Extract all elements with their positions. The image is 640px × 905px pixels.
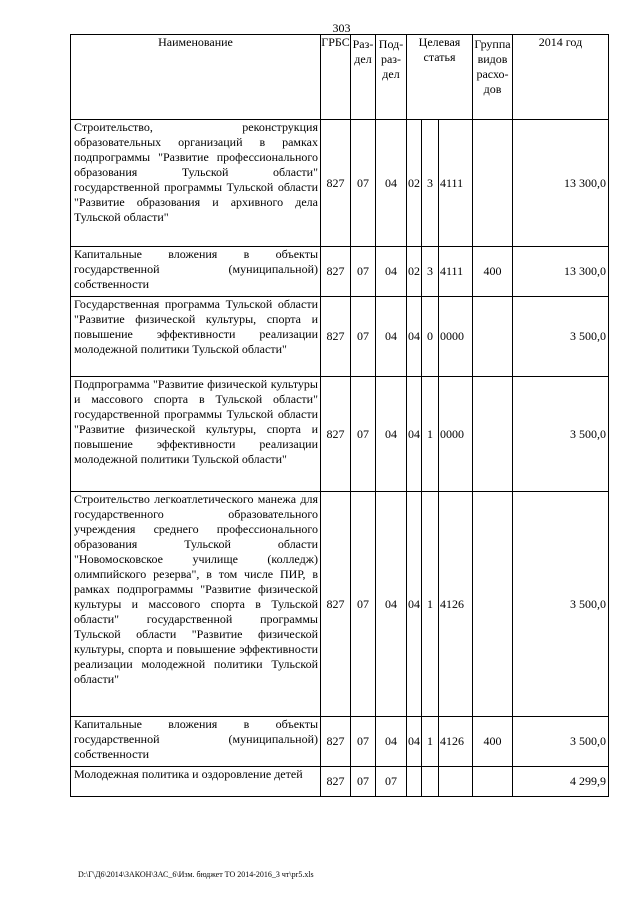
row-razdel: 07 — [351, 492, 376, 717]
row-target-direction: 0000 — [439, 377, 473, 492]
row-target-direction — [439, 767, 473, 797]
header-grbs: ГРБС — [321, 35, 351, 120]
header-name: Наименование — [71, 35, 321, 120]
row-podrazdel: 07 — [376, 767, 407, 797]
row-name: Капитальные вложения в объекты государственной (муниципальной) собственности — [71, 717, 321, 767]
table-row — [71, 717, 609, 767]
row-grbs: 827 — [321, 120, 351, 247]
row-amount: 3 500,0 — [513, 377, 609, 492]
row-target-program: 04 — [407, 377, 422, 492]
row-name: Государственная программа Тульской области "Развитие физической культуры, спорта и повышение эффективности реализации молодежной политики Тульской области" — [71, 297, 321, 377]
row-podrazdel: 04 — [376, 377, 407, 492]
row-target-direction: 4126 — [439, 717, 473, 767]
row-razdel: 07 — [351, 297, 376, 377]
footer-file-path: D:\Г\Д6\2014\ЗАКОН\ЗАС_6\Изм. бюджет ТО 2014-2016_3 чт\pr5.xls — [78, 870, 314, 879]
row-amount: 3 500,0 — [513, 717, 609, 767]
table-row — [71, 120, 609, 247]
budget-table — [70, 34, 609, 797]
row-target-program — [407, 767, 422, 797]
row-grbs: 827 — [321, 377, 351, 492]
row-target-subprogram: 1 — [422, 377, 439, 492]
table-row — [71, 767, 609, 797]
row-grbs: 827 — [321, 717, 351, 767]
row-target-direction: 0000 — [439, 297, 473, 377]
row-target-direction: 4126 — [439, 492, 473, 717]
table-row — [71, 492, 609, 717]
row-expense-group — [473, 767, 513, 797]
row-podrazdel: 04 — [376, 297, 407, 377]
row-grbs: 827 — [321, 492, 351, 717]
header-target-article: Целевая статья — [407, 35, 473, 120]
row-target-direction: 4111 — [439, 120, 473, 247]
row-target-subprogram: 1 — [422, 717, 439, 767]
row-amount: 13 300,0 — [513, 120, 609, 247]
row-name: Капитальные вложения в объекты государственной (муниципальной) собственности — [71, 247, 321, 297]
row-razdel: 07 — [351, 717, 376, 767]
row-name: Молодежная политика и оздоровление детей — [71, 767, 321, 797]
header-expense-group: Группа видов расхо-дов — [473, 35, 513, 120]
row-razdel: 07 — [351, 247, 376, 297]
header-razdel: Раз-дел — [351, 35, 376, 120]
header-podrazdel: Под-раз-дел — [376, 35, 407, 120]
row-expense-group — [473, 377, 513, 492]
row-target-program: 02 — [407, 120, 422, 247]
row-target-subprogram — [422, 767, 439, 797]
row-expense-group — [473, 297, 513, 377]
row-name: Строительство, реконструкция образовательных организаций в рамках подпрограммы "Развитие профессионального образования Тульской области" государственной программы Тульской области "Развитие образования и архивного дела Тульской области" — [71, 120, 321, 247]
row-razdel: 07 — [351, 377, 376, 492]
row-podrazdel: 04 — [376, 492, 407, 717]
row-expense-group — [473, 492, 513, 717]
row-target-subprogram: 3 — [422, 120, 439, 247]
row-name: Подпрограмма "Развитие физической культуры и массового спорта в Тульской области" государственной программы Тульской области "Развитие физической культуры, спорта и повышение эффективности реализации молодежной политики Тульской области" — [71, 377, 321, 492]
row-target-subprogram: 0 — [422, 297, 439, 377]
row-target-program: 04 — [407, 717, 422, 767]
row-target-subprogram: 1 — [422, 492, 439, 717]
row-podrazdel: 04 — [376, 717, 407, 767]
row-amount: 3 500,0 — [513, 492, 609, 717]
header-year-2014: 2014 год — [513, 35, 609, 120]
table-row — [71, 247, 609, 297]
row-grbs: 827 — [321, 247, 351, 297]
table-row — [71, 297, 609, 377]
row-razdel: 07 — [351, 120, 376, 247]
row-razdel: 07 — [351, 767, 376, 797]
table-header-row — [71, 35, 609, 120]
row-amount: 13 300,0 — [513, 247, 609, 297]
row-amount: 3 500,0 — [513, 297, 609, 377]
row-name: Строительство легкоатлетического манежа для государственного образовательного учреждения среднего профессионального образования Тульской области "Новомосковское училище (колледж) олимпийского резерва", в том числе ПИР, в рамках подпрограммы "Развитие физической культуры и массового спорта в Тульской области" государственной программы Тульской области "Развитие физической культуры, спорта и повышение эффективности реализации молодежной политики Тульской области" — [71, 492, 321, 717]
row-expense-group: 400 — [473, 247, 513, 297]
row-podrazdel: 04 — [376, 120, 407, 247]
row-target-program: 04 — [407, 297, 422, 377]
row-target-program: 04 — [407, 492, 422, 717]
row-amount: 4 299,9 — [513, 767, 609, 797]
row-target-direction: 4111 — [439, 247, 473, 297]
row-target-program: 02 — [407, 247, 422, 297]
page-number: 303 — [332, 21, 351, 35]
row-target-subprogram: 3 — [422, 247, 439, 297]
row-grbs: 827 — [321, 767, 351, 797]
row-expense-group — [473, 120, 513, 247]
row-expense-group: 400 — [473, 717, 513, 767]
row-grbs: 827 — [321, 297, 351, 377]
table-row — [71, 377, 609, 492]
row-podrazdel: 04 — [376, 247, 407, 297]
